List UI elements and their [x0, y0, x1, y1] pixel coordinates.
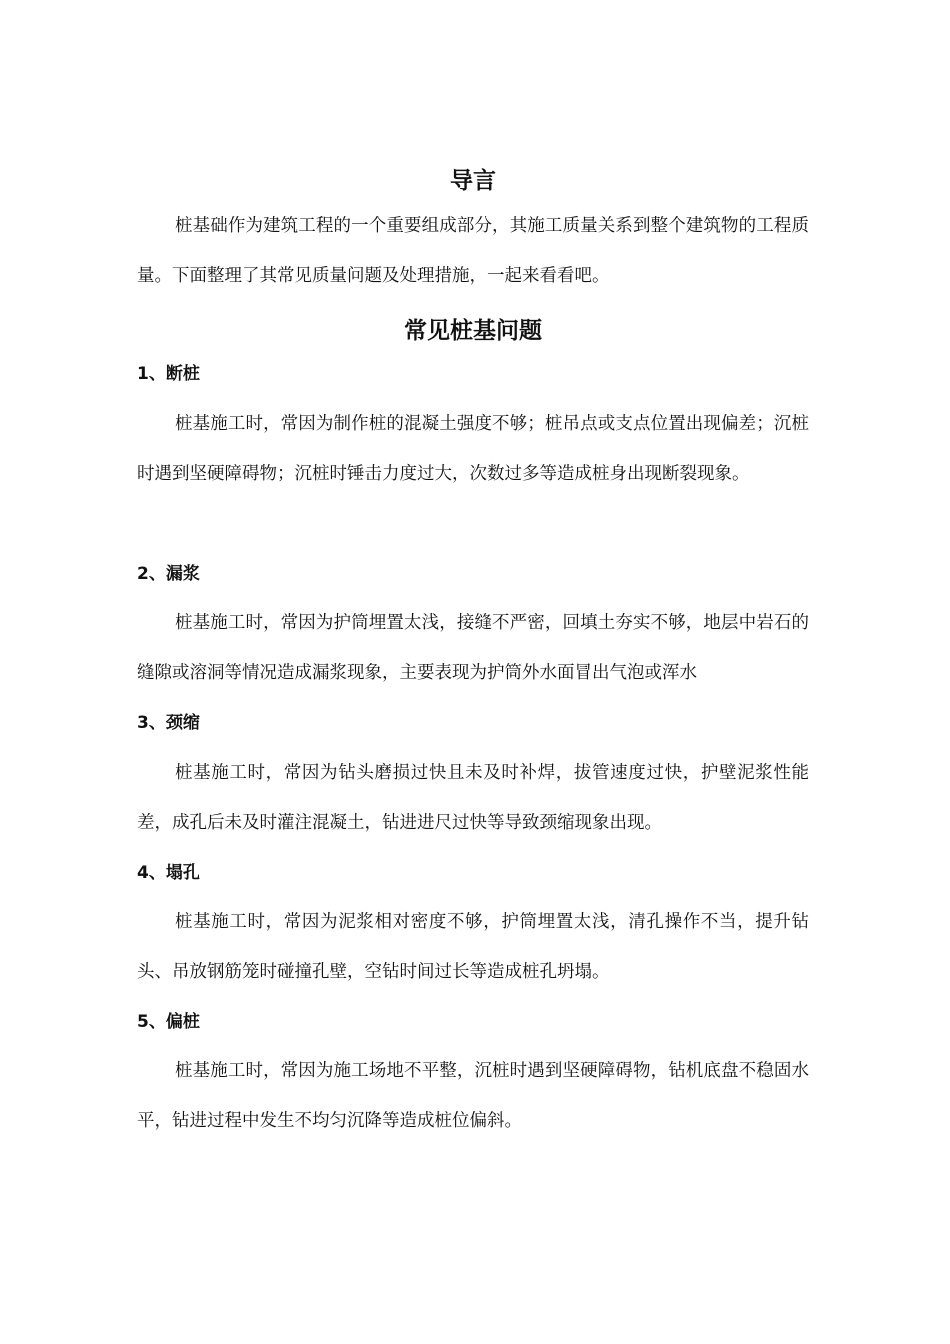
intro-title: 导言: [450, 168, 496, 194]
issue-text-leakage: 桩基施工时，常因为护筒埋置太浅，接缝不严密，回填土夯实不够，地层中岩石的缝隙或溶洞等情况造成漏浆现象，主要表现为护筒外水面冒出气泡或浑水: [137, 613, 809, 683]
section-title: 常见桩基问题: [404, 318, 542, 344]
intro-paragraph: 桩基础作为建筑工程的一个重要组成部分，其施工质量关系到整个建筑物的工程质量。下面整理了其常见质量问题及处理措施，一起来看看吧。: [137, 216, 809, 286]
issue-heading-collapse: 4、塌孔: [137, 863, 200, 883]
issue-heading-necking: 3、颈缩: [137, 713, 200, 733]
issue-text-broken-pile: 桩基施工时，常因为制作桩的混凝土强度不够；桩吊点或支点位置出现偏差；沉桩时遇到坚硬障碍物；沉桩时锤击力度过大，次数过多等造成桩身出现断裂现象。: [137, 414, 809, 484]
issue-heading-deviation: 5、偏桩: [137, 1012, 200, 1032]
issue-text-deviation: 桩基施工时，常因为施工场地不平整，沉桩时遇到坚硬障碍物，钻机底盘不稳固水平，钻进过程中发生不均匀沉降等造成桩位偏斜。: [137, 1061, 809, 1131]
issue-heading-leakage: 2、漏浆: [137, 564, 200, 584]
issue-text-collapse: 桩基施工时，常因为泥浆相对密度不够，护筒埋置太浅，清孔操作不当，提升钻头、吊放钢筋笼时碰撞孔壁，空钻时间过长等造成桩孔坍塌。: [137, 912, 809, 982]
issue-heading-broken-pile: 1、断桩: [137, 364, 200, 384]
issue-text-necking: 桩基施工时，常因为钻头磨损过快且未及时补焊，拔管速度过快，护壁泥浆性能差，成孔后未及时灌注混凝土，钻进进尺过快等导致颈缩现象出现。: [137, 763, 809, 833]
